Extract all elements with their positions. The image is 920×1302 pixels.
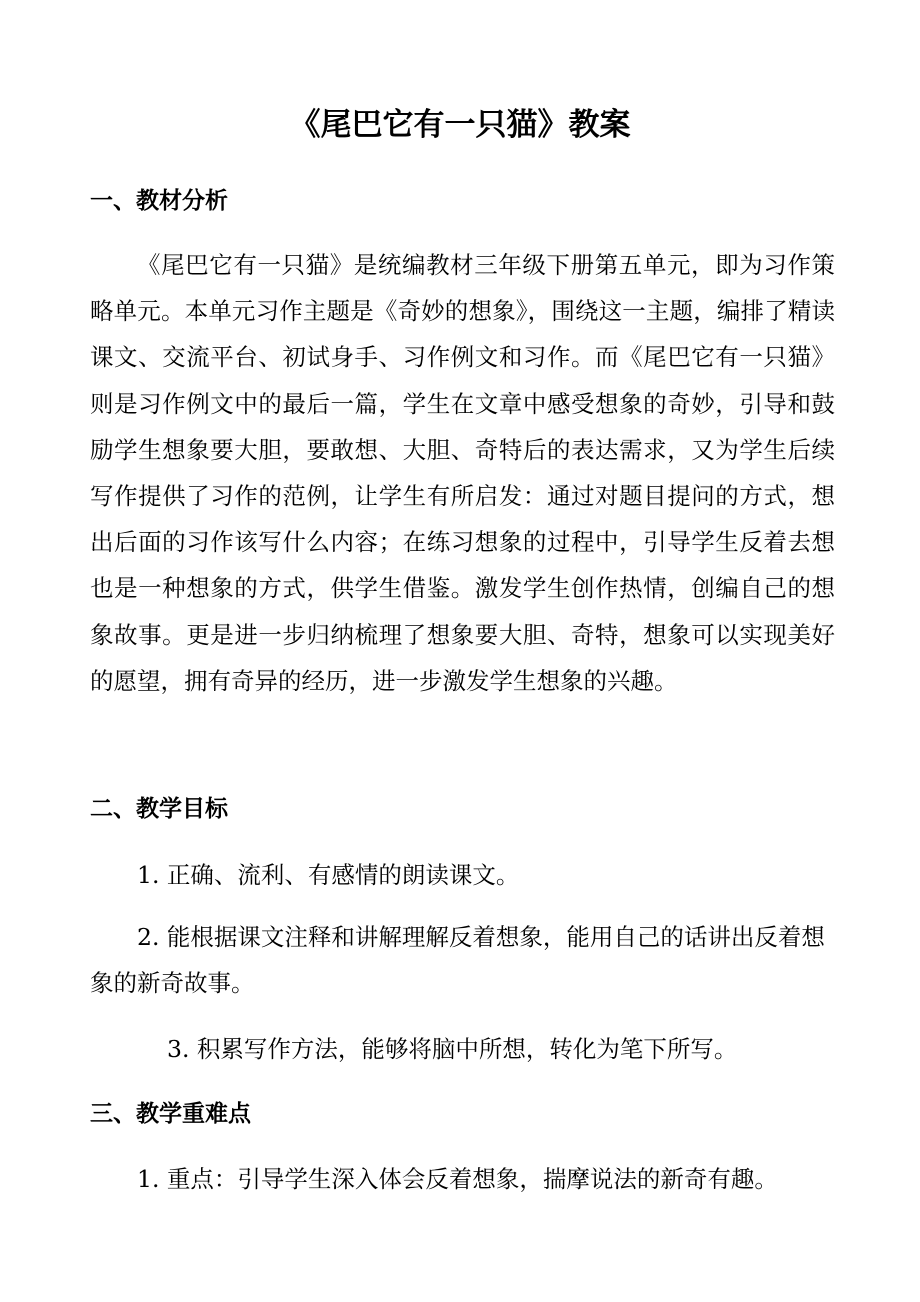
teaching-goal-2: 2. 能根据课文注释和讲解理解反着想象，能用自己的话讲出反着想象的新奇故事。: [90, 923, 825, 998]
document-title: 《尾巴它有一只猫》教案: [289, 107, 631, 143]
section-heading-key-points: 三、教学重难点: [90, 1101, 251, 1127]
section-heading-teaching-goals: 二、教学目标: [90, 796, 228, 822]
teaching-goal-1: 1. 正确、流利、有感情的朗读课文。: [137, 861, 520, 889]
material-analysis-paragraph: 《尾巴它有一只猫》是统编教材三年级下册第五单元，即为习作策略单元。本单元习作主题是《奇妙的想象》，围绕这一主题，编排了精读课文、交流平台、初试身手、习作例文和习作。而《尾巴它有一只猫》则是习作例文中的最后一篇，学生在文章中感受想象的奇妙，引导和鼓励学生想象要大胆，要敢想、大胆、奇特后的表达需求，又为学生后续写作提供了习作的范例，让学生有所启发：通过对题目提问的方式，想出后面的习作该写什么内容；在练习想象的过程中，引导学生反着去想也是一种想象的方式，供学生借鉴。激发学生创作热情，创编自己的想象故事。更是进一步归纳梳理了想象要大胆、奇特，想象可以实现美好的愿望，拥有奇异的经历，进一步激发学生想象的兴趣。: [90, 251, 835, 695]
teaching-goal-3: 3. 积累写作方法，能够将脑中所想，转化为笔下所写。: [167, 1035, 738, 1063]
key-point-1: 1. 重点：引导学生深入体会反着想象，揣摩说法的新奇有趣。: [137, 1165, 778, 1193]
section-heading-material-analysis: 一、教材分析: [90, 188, 228, 214]
